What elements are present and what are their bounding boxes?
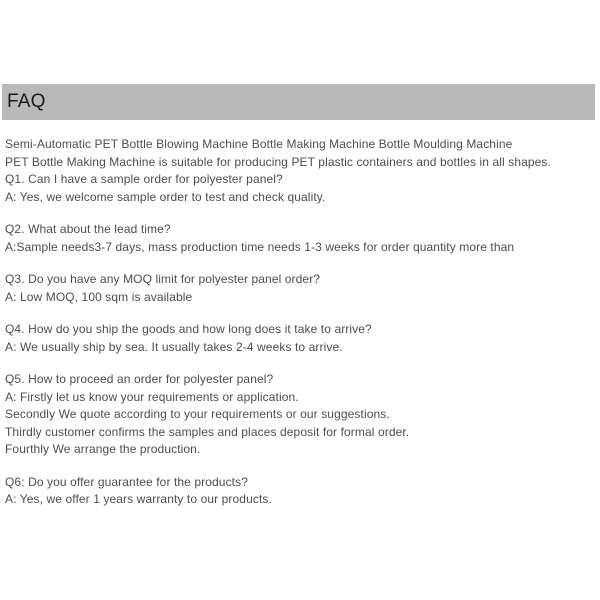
faq-question: Q4. How do you ship the goods and how long does it take to arrive? (5, 322, 372, 336)
faq-section-header (2, 84, 595, 120)
faq-question: Q6: Do you offer guarantee for the products? (5, 474, 248, 489)
faq-block (5, 474, 592, 509)
faq-text-line: Fourthly We arrange the production. (5, 442, 201, 456)
faq-answer: A: Firstly let us know your requirements or application. (5, 389, 299, 404)
faq-block (5, 271, 592, 306)
faq-block (5, 371, 592, 459)
faq-text-line: Semi-Automatic PET Bottle Blowing Machine Bottle Making Machine Bottle Moulding Machine (5, 137, 513, 151)
faq-answer: A: Low MOQ, 100 sqm is available (5, 289, 193, 304)
faq-text-line: PET Bottle Making Machine is suitable for producing PET plastic containers and bottles in all shapes. (5, 154, 551, 169)
faq-block (5, 221, 592, 256)
faq-section-title: FAQ (7, 91, 46, 112)
faq-block (5, 136, 592, 206)
faq-block (5, 321, 592, 356)
faq-content (0, 120, 600, 524)
faq-answer: A: Yes, we welcome sample order to test and check quality. (5, 189, 326, 204)
faq-question: Q3. Do you have any MOQ limit for polyester panel order? (5, 272, 321, 286)
faq-question: Q1. Can I have a sample order for polyester panel? (5, 172, 283, 186)
faq-question: Q2. What about the lead time? (5, 222, 171, 236)
faq-answer: A:Sample needs3-7 days, mass production time needs 1-3 weeks for order quantity more than (5, 239, 515, 254)
faq-text-line: Thirdly customer confirms the samples and places deposit for formal order. (5, 424, 410, 439)
faq-question: Q5. How to proceed an order for polyester panel? (5, 372, 274, 386)
faq-text-line: Secondly We quote according to your requirements or our suggestions. (5, 407, 390, 421)
faq-answer: A: We usually ship by sea. It usually takes 2-4 weeks to arrive. (5, 339, 343, 354)
faq-answer: A: Yes, we offer 1 years warranty to our products. (5, 492, 272, 506)
